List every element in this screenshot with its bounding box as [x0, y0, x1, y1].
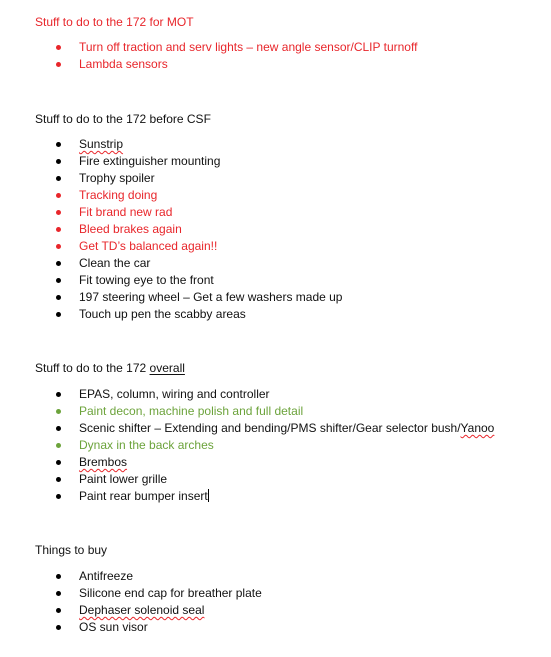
list-item[interactable]: Paint decon, machine polish and full detail	[0, 403, 494, 420]
list-item[interactable]	[0, 454, 494, 471]
bullet-icon	[56, 460, 61, 465]
underlined-word: overall	[149, 361, 185, 375]
bullet-icon	[56, 193, 61, 198]
list-item[interactable]: Clean the car	[0, 255, 342, 272]
spellcheck-word: Brembos	[79, 455, 128, 469]
section-heading-mot: Stuff to do to the 172 for MOT	[35, 15, 194, 29]
list-things-to-buy	[0, 568, 262, 636]
list-item[interactable]: Bleed brakes again	[0, 221, 342, 238]
list-item[interactable]: Silicone end cap for breather plate	[0, 585, 262, 602]
list-item[interactable]	[0, 136, 342, 153]
text-cursor	[208, 489, 209, 502]
list-item[interactable]: Get TD’s balanced again!!	[0, 238, 342, 255]
list-item[interactable]	[0, 602, 262, 619]
section-heading-things-to-buy: Things to buy	[35, 543, 108, 557]
list-item[interactable]: Lambda sensors	[0, 56, 417, 73]
list-item[interactable]: EPAS, column, wiring and controller	[0, 386, 494, 403]
spellcheck-word: Dephaser solenoid seal	[79, 603, 205, 617]
list-item[interactable]: Fit towing eye to the front	[0, 272, 342, 289]
spellcheck-word: Yanoo	[460, 421, 495, 435]
list-item[interactable]: Trophy spoiler	[0, 170, 342, 187]
bullet-icon	[56, 591, 61, 596]
bullet-icon	[56, 295, 61, 300]
bullet-icon	[56, 244, 61, 249]
bullet-icon	[56, 312, 61, 317]
bullet-icon	[56, 625, 61, 630]
bullet-icon	[56, 159, 61, 164]
section-heading-overall: Stuff to do to the 172 overall	[35, 361, 185, 375]
bullet-icon	[56, 409, 61, 414]
list-item[interactable]: Turn off traction and serv lights – new angle sensor/CLIP turnoff	[0, 39, 417, 56]
list-item[interactable]: OS sun visor	[0, 619, 262, 636]
bullet-icon	[56, 45, 61, 50]
list-item[interactable]: Antifreeze	[0, 568, 262, 585]
list-item[interactable]: Tracking doing	[0, 187, 342, 204]
bullet-icon	[56, 142, 61, 147]
list-overall	[0, 386, 494, 505]
list-item[interactable]: Dynax in the back arches	[0, 437, 494, 454]
bullet-icon	[56, 494, 61, 499]
list-item[interactable]: Paint rear bumper insert	[0, 488, 494, 505]
bullet-icon	[56, 443, 61, 448]
bullet-icon	[56, 574, 61, 579]
list-item[interactable]: 197 steering wheel – Get a few washers made up	[0, 289, 342, 306]
bullet-icon	[56, 426, 61, 431]
bullet-icon	[56, 477, 61, 482]
list-mot	[0, 39, 417, 73]
bullet-icon	[56, 392, 61, 397]
bullet-icon	[56, 176, 61, 181]
list-item[interactable]: Scenic shifter – Extending and bending/PMS shifter/Gear selector bush/Yanoo	[0, 420, 494, 437]
section-heading-before-csf: Stuff to do to the 172 before CSF	[35, 112, 211, 126]
list-item[interactable]: Touch up pen the scabby areas	[0, 306, 342, 323]
bullet-icon	[56, 62, 61, 67]
list-before-csf	[0, 136, 342, 323]
spellcheck-word: Sunstrip	[79, 137, 124, 151]
list-item[interactable]: Fire extinguisher mounting	[0, 153, 342, 170]
bullet-icon	[56, 608, 61, 613]
bullet-icon	[56, 278, 61, 283]
bullet-icon	[56, 261, 61, 266]
bullet-icon	[56, 210, 61, 215]
list-item[interactable]: Fit brand new rad	[0, 204, 342, 221]
list-item[interactable]: Paint lower grille	[0, 471, 494, 488]
bullet-icon	[56, 227, 61, 232]
